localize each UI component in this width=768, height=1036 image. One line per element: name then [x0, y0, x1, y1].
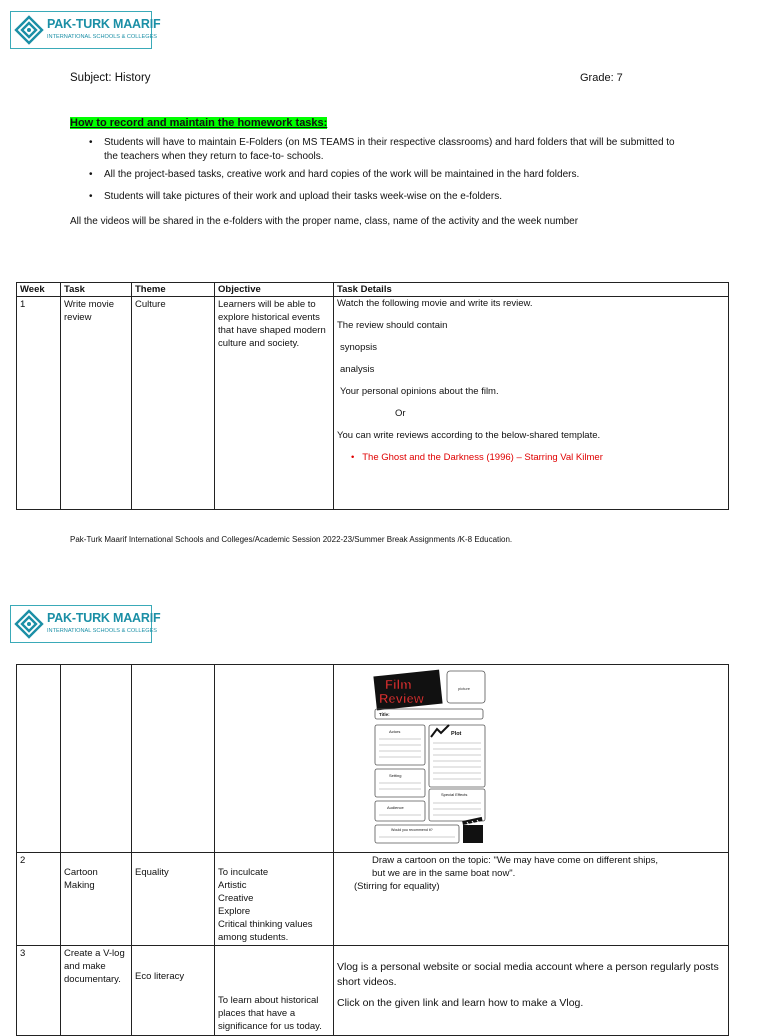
detail-line: Draw a cartoon on the topic: "We may have come on different ships, but we are in the same boat now".	[372, 855, 659, 879]
film-title-2: Review	[379, 691, 424, 706]
actors-label: Actors	[389, 729, 401, 734]
task-details-cell	[334, 853, 729, 946]
logo-emblem-icon	[14, 15, 44, 45]
empty-cell	[61, 665, 132, 853]
objective-line: Artistic	[218, 880, 247, 891]
objective-cell: To learn about historical places that have a significance for us today.	[215, 946, 334, 1036]
picture-label: picture	[458, 686, 471, 691]
assignment-table-continued	[16, 664, 729, 1036]
theme-cell: Culture	[132, 297, 215, 510]
bullet-dot-icon: •	[351, 452, 363, 463]
header-task: Task	[61, 283, 132, 297]
detail-line: Your personal opinions about the film.	[340, 386, 499, 397]
table-header-row	[17, 283, 729, 297]
homework-heading: How to record and maintain the homework tasks:	[70, 117, 328, 129]
film-title-1: Film	[385, 677, 412, 692]
objective-line: To inculcate	[218, 867, 269, 878]
logo-brand: PAK-TURK MAARIF	[47, 17, 161, 31]
recommend-label: Would you recommend it?	[391, 828, 433, 832]
videos-note: All the videos will be shared in the e-folders with the proper name, class, name of the activity and the week number	[70, 216, 579, 227]
task-details-cell	[334, 297, 729, 510]
objective-line: Critical thinking values among students.	[218, 919, 313, 943]
empty-cell	[215, 665, 334, 853]
empty-cell	[132, 665, 215, 853]
detail-line: The review should contain	[337, 320, 448, 331]
header-theme: Theme	[132, 283, 215, 297]
special-effects-label: Special Effects	[441, 792, 468, 797]
detail-line: analysis	[340, 364, 375, 375]
task-cell: Create a V-log and make documentary.	[61, 946, 132, 1036]
bullet-item: • Students will take pictures of their work and upload their tasks week-wise on the e-folders.	[84, 190, 684, 204]
bullet-item: • Students will have to maintain E-Folders (on MS TEAMS in their respective classrooms) and hard folders that will be submitted to the teachers when they return to face-to- schools.	[84, 136, 684, 164]
plot-label: Plot	[451, 731, 462, 737]
theme-cell: Equality	[132, 853, 215, 946]
detail-line: Or	[395, 408, 406, 419]
table-row	[17, 946, 729, 1036]
setting-label: Setting	[389, 773, 402, 778]
detail-line: Vlog is a personal website or social media account where a person regularly posts short videos.	[337, 961, 719, 988]
theme-cell: Eco literacy	[132, 946, 215, 1036]
bullet-item: • All the project-based tasks, creative work and hard copies of the work will be maintained in the hard folders.	[84, 168, 684, 182]
table-row	[17, 853, 729, 946]
detail-line: Click on the given link and learn how to make a Vlog.	[337, 997, 584, 1009]
film-template-cell	[334, 665, 729, 853]
header-week: Week	[17, 283, 61, 297]
objective-line: Creative	[218, 893, 254, 904]
task-details-cell	[334, 946, 729, 1036]
film-review-template-image	[371, 665, 491, 845]
table-row	[17, 665, 729, 853]
subject-label: Subject: History	[70, 72, 151, 84]
week-cell: 2	[17, 853, 61, 946]
homework-bullet-list	[84, 136, 684, 208]
task-cell: Write movie review	[61, 297, 132, 510]
logo-tagline: INTERNATIONAL SCHOOLS & COLLEGES	[47, 34, 158, 40]
objective-line: Explore	[218, 906, 251, 917]
header-task-details: Task Details	[334, 283, 729, 297]
grade-label: Grade: 7	[580, 72, 623, 84]
audience-label: Audience	[387, 805, 404, 810]
detail-line: synopsis	[340, 342, 377, 353]
logo-brand: PAK-TURK MAARIF	[47, 611, 161, 625]
school-logo	[10, 11, 161, 49]
week-cell: 3	[17, 946, 61, 1036]
objective-cell	[215, 853, 334, 946]
page-footer: Pak-Turk Maarif International Schools and Colleges/Academic Session 2022-23/Summer Break Assignments /K-8 Education.	[70, 535, 513, 544]
header-objective: Objective	[215, 283, 334, 297]
film-review-template-graphic	[371, 665, 491, 851]
logo-tagline: INTERNATIONAL SCHOOLS & COLLEGES	[47, 628, 158, 634]
movie-item	[337, 451, 725, 464]
table-row	[17, 297, 729, 510]
week-cell: 1	[17, 297, 61, 510]
empty-cell	[17, 665, 61, 853]
detail-line: You can write reviews according to the below-shared template.	[337, 430, 601, 441]
task-cell: Cartoon Making	[61, 853, 132, 946]
logo-emblem-icon	[14, 609, 44, 639]
title-field: Title:	[379, 712, 390, 717]
objective-cell: Learners will be able to explore historical events that have shaped modern culture and society.	[215, 297, 334, 510]
school-logo	[10, 605, 161, 643]
movie-title: The Ghost and the Darkness (1996) – Starring Val Kilmer	[362, 452, 603, 463]
detail-line: Watch the following movie and write its review.	[337, 298, 533, 309]
assignment-table-week1	[16, 282, 729, 510]
detail-line: (Stirring for equality)	[354, 881, 440, 892]
